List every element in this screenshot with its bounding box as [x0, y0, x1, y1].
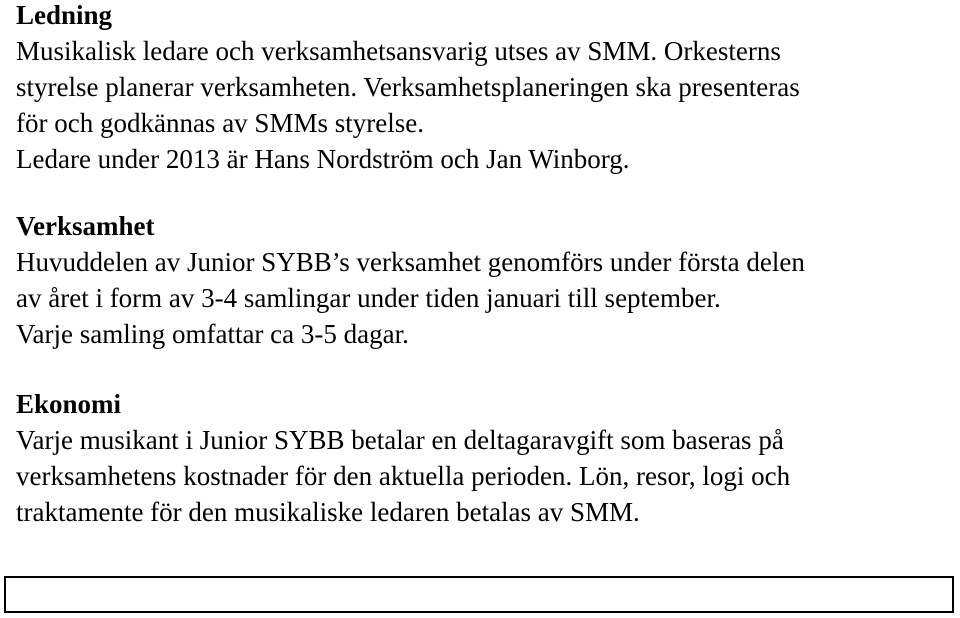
section-verksamhet	[16, 208, 946, 352]
verksamhet-line-3: Varje samling omfattar ca 3-5 dagar.	[16, 319, 409, 349]
heading-ekonomi: Ekonomi	[16, 389, 122, 419]
ledning-line-2: styrelse planerar verksamheten. Verksamhetsplaneringen ska presenteras	[16, 72, 800, 102]
ledning-line-4: Ledare under 2013 är Hans Nordström och Jan Winborg.	[16, 144, 630, 174]
ekonomi-line-2: verksamhetens kostnader för den aktuella perioden. Lön, resor, logi och	[16, 461, 791, 491]
ledning-line-3: för och godkännas av SMMs styrelse.	[16, 108, 424, 138]
section-ledning	[16, 0, 946, 177]
bottom-table-box	[4, 576, 954, 613]
verksamhet-line-1: Huvuddelen av Junior SYBB’s verksamhet genomförs under första delen	[16, 247, 805, 277]
verksamhet-line-2: av året i form av 3-4 samlingar under tiden januari till september.	[16, 283, 721, 313]
heading-verksamhet: Verksamhet	[16, 211, 155, 241]
ekonomi-line-3: traktamente för den musikaliske ledaren betalas av SMM.	[16, 497, 640, 527]
ekonomi-line-1: Varje musikant i Junior SYBB betalar en deltagaravgift som baseras på	[16, 425, 784, 455]
heading-ledning: Ledning	[16, 0, 113, 30]
section-ekonomi	[16, 386, 946, 530]
ledning-line-1: Musikalisk ledare och verksamhetsansvarig utses av SMM. Orkesterns	[16, 36, 781, 66]
